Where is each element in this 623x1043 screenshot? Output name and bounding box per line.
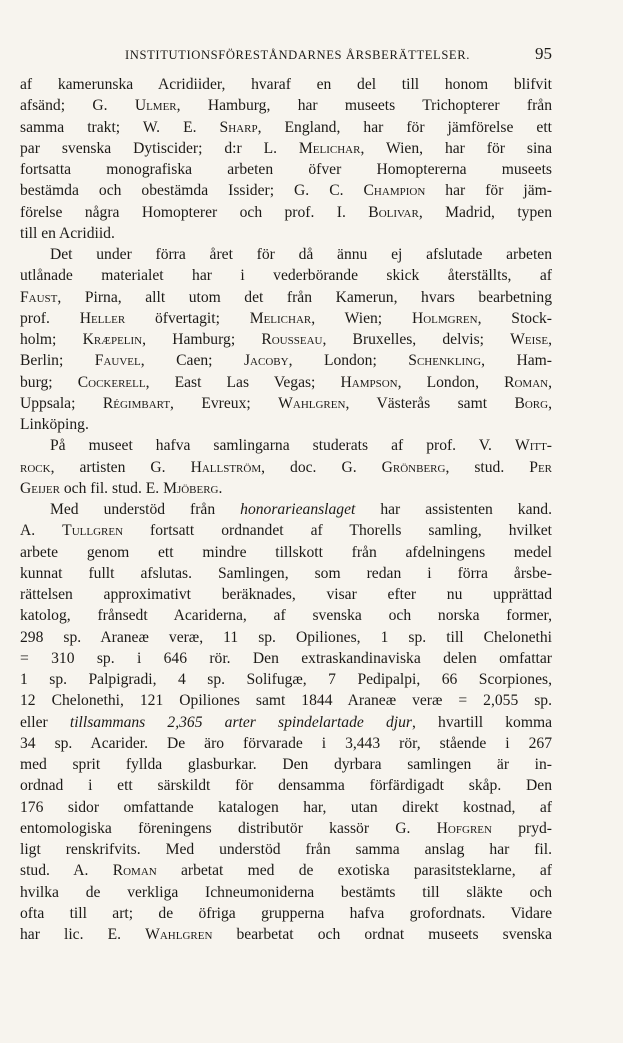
text-line (20, 95, 552, 116)
text-segment: bestämda och obestämda Issider; G. C. (20, 182, 364, 200)
name-smallcaps: Ulmer (134, 97, 177, 115)
text-line (20, 712, 552, 733)
text-segment: och fil. stud. E. (59, 479, 164, 497)
text-segment: arbetat med de exotiska parasitsteklarne, af (156, 862, 552, 880)
text-segment: ligt renskrifvits. Med understöd från samma anslag har fil. (20, 841, 552, 858)
text-line (20, 457, 552, 478)
text-line (20, 478, 552, 499)
name-smallcaps: Tullgren (62, 522, 124, 540)
text-segment: Berlin; (20, 352, 95, 370)
text-line (20, 202, 552, 223)
text-segment: ordnad i ett särskildt för densamma förfärdigadt skåp. Den (20, 777, 552, 795)
text-segment: 1 sp. Palpigradi, 4 sp. Solifugæ, 7 Pedipalpi, 66 Scorpiones, (20, 671, 552, 688)
name-smallcaps: Witt- (514, 437, 552, 455)
name-smallcaps: Wahlgren (278, 394, 346, 412)
name-smallcaps: Jacoby (243, 352, 289, 370)
text-segment: ofta till art; de öfriga grupperna hafva grofordnats. Vidare (20, 904, 552, 922)
text-line (20, 180, 552, 201)
text-line (20, 775, 552, 796)
text-line (20, 648, 552, 669)
text-segment: arbete genom ett mindre tillskott från afdelningens medel (20, 543, 552, 561)
text-segment: öfvertagit; (125, 309, 250, 327)
text-segment: , doc. G. (261, 458, 382, 476)
text-segment: , Pirna, allt utom det från Kamerun, hvars bearbetning (57, 288, 552, 306)
italic-text: tillsammans 2,365 arter spindelartade djur (69, 713, 412, 731)
text-segment: , (548, 394, 552, 412)
text-segment: , Wien; (311, 309, 412, 327)
name-smallcaps: Weise (510, 331, 549, 348)
text-segment: 34 sp. Acarider. De äro förvarade i 3,443 rör, stående i 267 (20, 734, 552, 752)
text-segment: , East Las Vegas; (145, 373, 341, 391)
name-smallcaps: Wahlgren (145, 926, 213, 943)
text-segment: , Caen; (140, 352, 244, 370)
text-segment: entomologiska föreningens distributör kassör G. (20, 819, 437, 837)
name-smallcaps: Faust (20, 288, 58, 306)
text-line (20, 159, 552, 180)
text-line (20, 563, 552, 584)
text-segment: , stud. (445, 458, 530, 476)
text-segment: 298 sp. Araneæ veræ, 11 sp. Opiliones, 1 sp. till Chelonethi (20, 628, 552, 646)
text-segment: utlånade materialet har i vederbörande skick återställts, af (20, 267, 552, 285)
text-segment: till en Acridiid. (20, 224, 115, 242)
text-segment: af kamerunska Acridiider, hvaraf en del till honom blifvit (20, 76, 552, 93)
name-smallcaps: Schenkling (408, 352, 482, 370)
text-line (20, 733, 552, 754)
name-smallcaps: Mjöberg (163, 479, 219, 497)
text-segment: , Stock- (477, 309, 552, 327)
name-smallcaps: Roman (504, 373, 549, 391)
text-segment: , Hamburg, har museets Trichopterer från (176, 97, 552, 115)
name-smallcaps: Rousseau (261, 331, 323, 348)
text-segment: afsänd; G. (20, 97, 135, 115)
text-segment: fortsatta monografiska arbeten öfver Homoptererna museets (20, 161, 552, 178)
name-smallcaps: Cockerell (77, 373, 146, 391)
text-segment: har lic. E. (20, 926, 146, 943)
running-head-title: INSTITUTIONSFÖRESTÅNDARNES ÅRSBERÄTTELSER. (125, 48, 470, 62)
italic-text: honorarieanslaget (240, 501, 356, 518)
text-segment: , artisten G. (50, 458, 191, 476)
text-line (20, 605, 552, 626)
text-segment: stud. A. (20, 862, 113, 880)
text-line (20, 818, 552, 839)
text-segment: med sprit fyllda glasburkar. Den dyrbara samlingen är in- (20, 756, 552, 773)
text-line (20, 627, 552, 648)
text-segment: fortsatt ordnandet af Thorells samling, hvilket (123, 522, 552, 540)
text-line (20, 244, 552, 265)
text-segment: förelse några Homopterer och prof. I. (20, 203, 369, 221)
text-segment: Med understöd från (50, 501, 241, 518)
text-segment: , Bruxelles, delvis; (322, 331, 511, 348)
text-segment: På museet hafva samlingarna studerats af prof. V. (50, 437, 515, 455)
text-segment: , Hamburg; (142, 331, 262, 348)
text-line (20, 329, 552, 350)
text-segment: , Ham- (481, 352, 552, 370)
name-smallcaps: Hampson (340, 373, 398, 391)
name-smallcaps: Melichar (249, 309, 312, 327)
text-segment: rättelsen approximativt beräknades, visar efter nu upprättad (20, 586, 552, 603)
text-line (20, 797, 552, 818)
text-segment: Uppsala; (20, 394, 103, 412)
name-smallcaps: Grönberg (381, 458, 446, 476)
running-head (20, 44, 552, 64)
text-line (20, 287, 552, 308)
text-line (20, 882, 552, 903)
text-line (20, 393, 552, 414)
text-segment: har för jäm- (425, 182, 552, 200)
name-smallcaps: Sharp (219, 118, 258, 136)
text-segment: = 310 sp. i 646 rör. Den extraskandinaviska delen omfattar (20, 649, 552, 667)
text-segment: kunnat fullt afslutas. Samlingen, som redan i förra årsbe- (20, 564, 552, 582)
text-segment: hvilka de verkliga Ichneumoniderna bestämts till släkte och (20, 883, 552, 901)
text-line (20, 435, 552, 456)
name-smallcaps: Hofgren (436, 819, 492, 837)
name-smallcaps: Hallström (190, 458, 262, 476)
text-segment: bearbetat och ordnat museets svenska (212, 926, 552, 943)
text-segment: 176 sidor omfattande katalogen har, utan direkt kostnad, af (20, 798, 552, 816)
text-segment: pryd- (491, 819, 552, 837)
name-smallcaps: Holmgren (411, 309, 478, 327)
text-line (20, 414, 552, 435)
text-segment: , Wien, har för sina (360, 139, 552, 157)
text-segment: A. (20, 522, 63, 540)
page-number: 95 (535, 44, 552, 63)
text-segment: 12 Chelonethi, 121 Opiliones samt 1844 Araneæ veræ = 2,055 sp. (20, 692, 552, 710)
text-line (20, 669, 552, 690)
text-line (20, 542, 552, 563)
name-smallcaps: Kræpelin (82, 331, 143, 348)
text-line (20, 117, 552, 138)
name-smallcaps: Roman (112, 862, 157, 880)
text-line (20, 223, 552, 244)
body-text (20, 74, 552, 945)
text-segment: par svenska Dytiscider; d:r L. (20, 139, 299, 157)
text-segment: holm; (20, 331, 83, 348)
text-segment: , (548, 373, 552, 391)
text-segment: . (218, 479, 223, 497)
text-line (20, 754, 552, 775)
text-line (20, 499, 552, 520)
text-segment: , hvartill komma (411, 713, 552, 731)
text-line (20, 860, 552, 881)
name-smallcaps: Bolivar (368, 203, 419, 221)
text-segment: , London; (288, 352, 409, 370)
text-line (20, 839, 552, 860)
text-line (20, 372, 552, 393)
text-line (20, 924, 552, 945)
text-line (20, 584, 552, 605)
text-line (20, 350, 552, 371)
name-smallcaps: rock (20, 458, 51, 476)
text-line (20, 903, 552, 924)
text-segment: , Madrid, typen (418, 203, 552, 221)
text-segment: , Västerås samt (345, 394, 515, 412)
name-smallcaps: Borg (514, 394, 549, 412)
text-segment: Linköping. (20, 416, 89, 433)
name-smallcaps: Régimbart (102, 394, 171, 412)
text-segment: , London, (397, 373, 505, 391)
text-segment: samma trakt; W. E. (20, 118, 220, 136)
text-line (20, 690, 552, 711)
text-segment: har assistenten kand. (355, 501, 552, 518)
text-line (20, 308, 552, 329)
text-segment: Det under förra året för då ännu ej afslutade arbeten (50, 246, 552, 263)
name-smallcaps: Heller (79, 309, 126, 327)
text-segment: , Evreux; (170, 394, 279, 412)
text-line (20, 74, 552, 95)
text-segment: burg; (20, 373, 78, 391)
text-segment: katolog, frånsedt Acariderna, af svenska och norska former, (20, 607, 552, 625)
text-line (20, 138, 552, 159)
text-segment: , (548, 331, 552, 348)
name-smallcaps: Fauvel (94, 352, 141, 370)
text-line (20, 520, 552, 541)
text-segment: eller (20, 713, 70, 731)
name-smallcaps: Melichar (298, 139, 361, 157)
name-smallcaps: Champion (363, 182, 426, 200)
name-smallcaps: Geijer (20, 479, 60, 497)
text-segment: prof. (20, 309, 80, 327)
text-segment: , England, har för jämförelse ett (257, 118, 552, 136)
name-smallcaps: Per (529, 458, 552, 476)
text-line (20, 265, 552, 286)
